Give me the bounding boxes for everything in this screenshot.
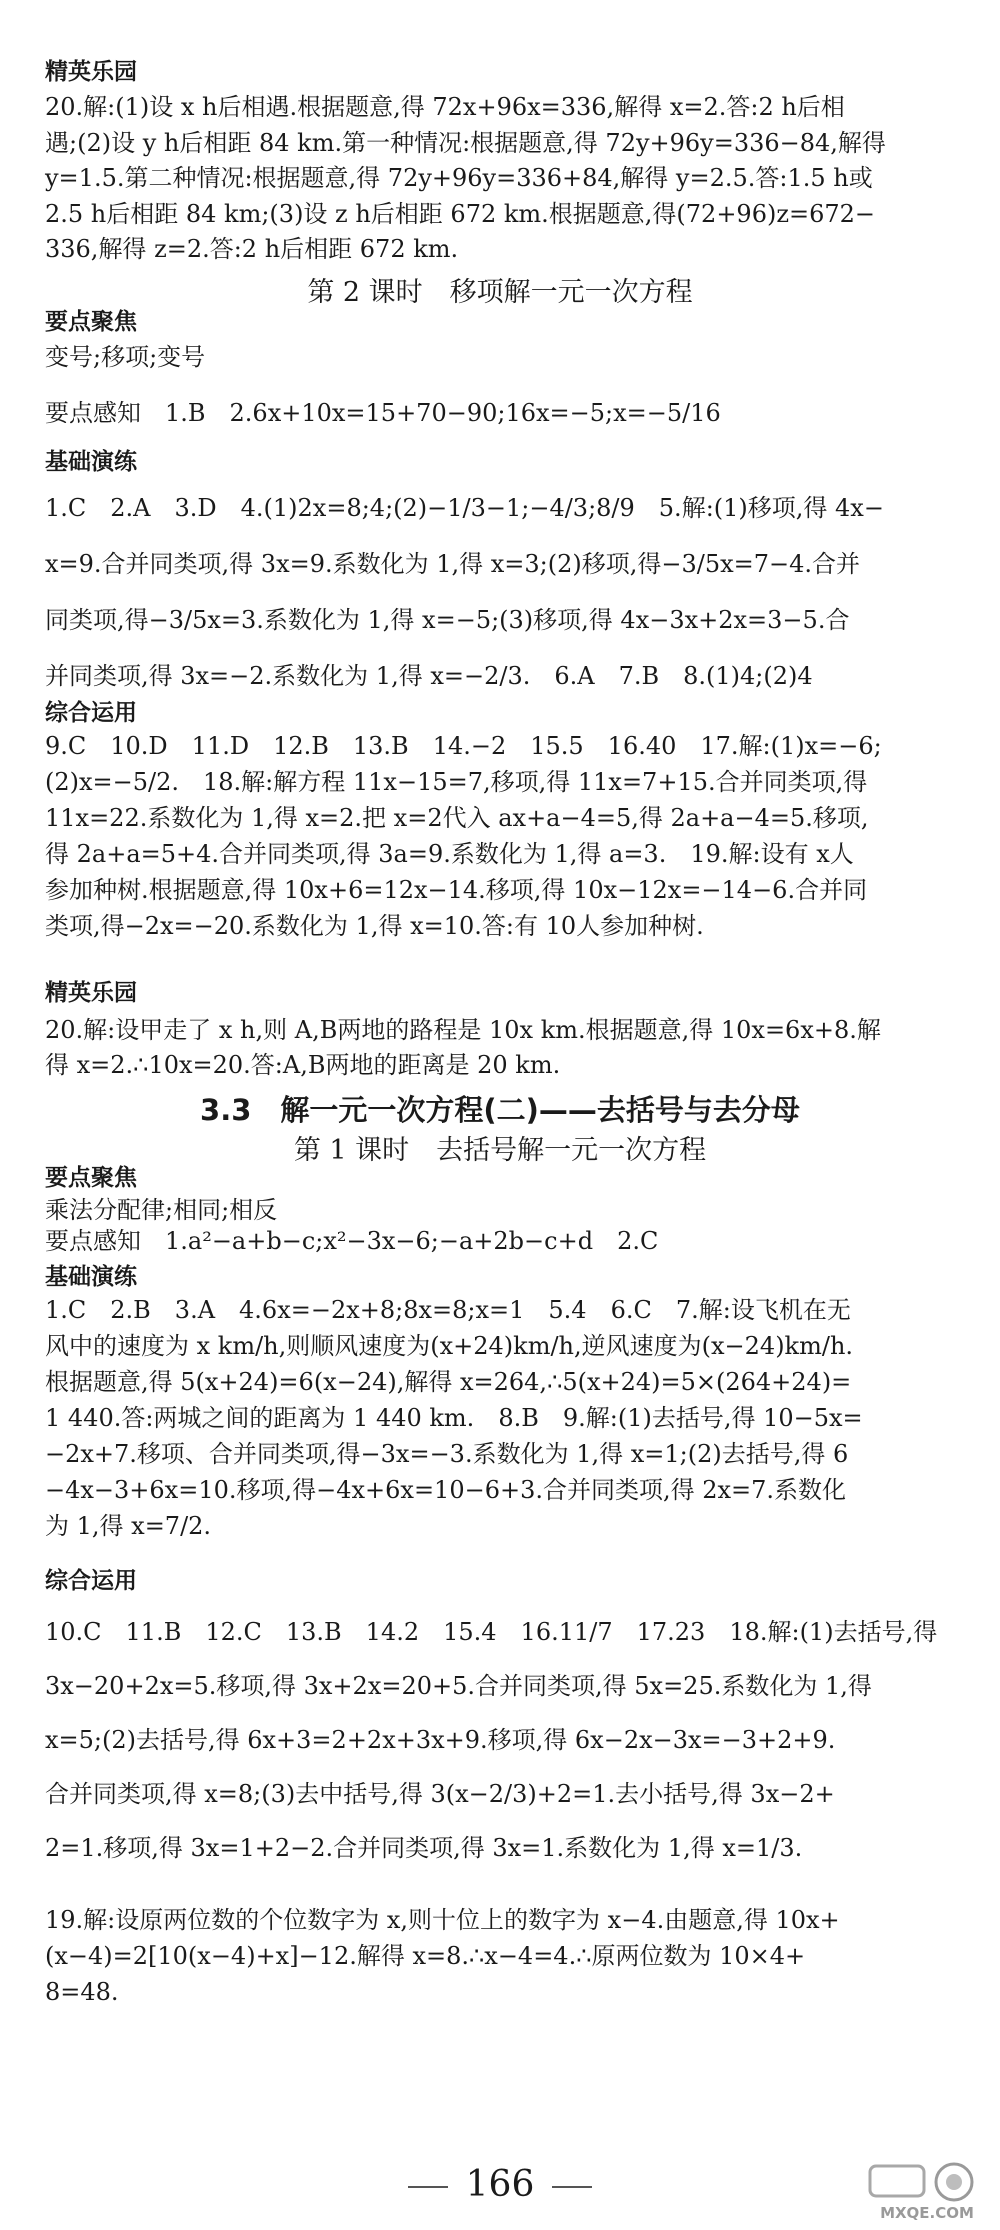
answer-paragraph [45, 1222, 957, 1260]
section-title: 3.3 解一元一次方程(二)——去括号与去分母 [200, 1093, 800, 1127]
text-line: 1.C 2.B 3.A 4.6x=−2x+8;8x=8;x=1 5.4 6.C 7.解:设飞机在无 [45, 1296, 851, 1324]
text-line: 要点感知 1.B 2.6x+10x=15+70−90;16x=−5;x=−5/16 [45, 399, 721, 427]
text-line: −2x+7.移项、合并同类项,得−3x=−3.系数化为 1,得 x=1;(2)去括号,得 6 [45, 1440, 849, 1468]
text-line: y=1.5.第二种情况:根据题意,得 72y+96y=336+84,解得 y=2.5.答:1.5 h或 [45, 164, 873, 192]
text-line: 得 x=2.∴10x=20.答:A,B两地的距离是 20 km. [45, 1051, 561, 1079]
page-number-right-dash [552, 2186, 592, 2188]
lesson-title: 第 2 课时 移项解一元一次方程 [307, 277, 693, 308]
section-heading: 综合运用 [45, 700, 137, 726]
section-heading: 精英乐园 [45, 59, 137, 85]
page-number-left-dash [408, 2186, 448, 2188]
answer-paragraph [45, 1605, 957, 1875]
text-line: 1.C 2.A 3.D 4.(1)2x=8;4;(2)−1/3−1;−4/3;8/9 5.解:(1)移项,得 4x− [45, 494, 884, 522]
text-line: 并同类项,得 3x=−2.系数化为 1,得 x=−2/3. 6.A 7.B 8.(1)4;(2)4 [45, 662, 813, 690]
text-line: 要点感知 1.a²−a+b−c;x²−3x−6;−a+2b−c+d 2.C [45, 1227, 659, 1255]
text-line: 9.C 10.D 11.D 12.B 13.B 14.−2 15.5 16.40 17.解:(1)x=−6; [45, 732, 882, 760]
section-heading: 要点聚焦 [45, 1165, 137, 1191]
text-line: 遇;(2)设 y h后相距 84 km.第一种情况:根据题意,得 72y+96y=336−84,解得 [45, 128, 886, 157]
text-line: 同类项,得−3/5x=3.系数化为 1,得 x=−5;(3)移项,得 4x−3x+2x=3−5.合 [45, 606, 850, 634]
answer-paragraph [45, 1292, 957, 1544]
text-line: 20.解:(1)设 x h后相遇.根据题意,得 72x+96x=336,解得 x=2.答:2 h后相 [45, 93, 845, 121]
text-line: 336,解得 z=2.答:2 h后相距 672 km. [45, 235, 459, 263]
text-line: 根据题意,得 5(x+24)=6(x−24),解得 x=264,∴5(x+24)=5×(264+24)= [45, 1368, 852, 1396]
text-line: 合并同类项,得 x=8;(3)去中括号,得 3(x−2/3)+2=1.去小括号,得 3x−2+ [45, 1780, 835, 1808]
answer-paragraph [45, 90, 957, 268]
text-line: 为 1,得 x=7/2. [45, 1512, 212, 1540]
section-heading: 基础演练 [45, 449, 137, 475]
text-line: 参加种树.根据题意,得 10x+6=12x−14.移项,得 10x−12x=−14−6.合并同 [45, 876, 868, 904]
text-line: 11x=22.系数化为 1,得 x=2.把 x=2代入 ax+a−4=5,得 2a+a−4=5.移项, [45, 804, 869, 832]
answer-paragraph [45, 728, 957, 944]
watermark-text: MXQE.COM [880, 2204, 974, 2222]
text-line: 变号;移项;变号 [45, 343, 206, 371]
text-line: 19.解:设原两位数的个位数字为 x,则十位上的数字为 x−4.由题意,得 10x+ [45, 1906, 840, 1934]
text-line: x=9.合并同类项,得 3x=9.系数化为 1,得 x=3;(2)移项,得−3/5x=7−4.合并 [45, 550, 861, 578]
text-line: 得 2a+a=5+4.合并同类项,得 3a=9.系数化为 1,得 a=3. 19.解:设有 x人 [45, 840, 854, 868]
text-line: 1 440.答:两城之间的距离为 1 440 km. 8.B 9.解:(1)去括号,得 10−5x= [45, 1404, 863, 1432]
text-line: 风中的速度为 x km/h,则顺风速度为(x+24)km/h,逆风速度为(x−24)km/h. [45, 1332, 854, 1360]
section-heading: 要点聚焦 [45, 309, 137, 335]
text-line: 2=1.移项,得 3x=1+2−2.合并同类项,得 3x=1.系数化为 1,得 x=1/3. [45, 1834, 803, 1862]
answer-paragraph [45, 1013, 957, 1083]
text-line: 8=48. [45, 1978, 119, 2006]
answer-paragraph [45, 340, 957, 375]
lesson-title: 第 1 课时 去括号解一元一次方程 [293, 1135, 707, 1166]
page-number [0, 2165, 1000, 2205]
section-heading: 精英乐园 [45, 980, 137, 1006]
text-line: 乘法分配律;相同;相反 [45, 1196, 278, 1224]
text-line: (x−4)=2[10(x−4)+x]−12.解得 x=8.∴x−4=4.∴原两位数为 10×4+ [45, 1942, 806, 1970]
section-heading: 基础演练 [45, 1264, 137, 1290]
text-line: −4x−3+6x=10.移项,得−4x+6x=10−6+3.合并同类项,得 2x=7.系数化 [45, 1476, 847, 1504]
text-line: 2.5 h后相距 84 km;(3)设 z h后相距 672 km.根据题意,得(72+96)z=672− [45, 199, 876, 228]
text-line: 类项,得−2x=−20.系数化为 1,得 x=10.答:有 10人参加种树. [45, 912, 704, 940]
answer-paragraph [45, 1902, 957, 2010]
text-line: 20.解:设甲走了 x h,则 A,B两地的路程是 10x km.根据题意,得 10x=6x+8.解 [45, 1016, 881, 1044]
watermark-logo [862, 2158, 992, 2224]
section-heading: 综合运用 [45, 1568, 137, 1594]
page-number-text: 166 [465, 2164, 535, 2205]
text-line: (2)x=−5/2. 18.解:解方程 11x−15=7,移项,得 11x=7+15.合并同类项,得 [45, 768, 868, 796]
answer-paragraph [45, 480, 957, 704]
text-line: 3x−20+2x=5.移项,得 3x+2x=20+5.合并同类项,得 5x=25.系数化为 1,得 [45, 1672, 872, 1700]
answer-paragraph [45, 393, 957, 433]
text-line: x=5;(2)去括号,得 6x+3=2+2x+3x+9.移项,得 6x−2x−3x=−3+2+9. [45, 1726, 836, 1754]
text-line: 10.C 11.B 12.C 13.B 14.2 15.4 16.11/7 17.23 18.解:(1)去括号,得 [45, 1618, 938, 1646]
